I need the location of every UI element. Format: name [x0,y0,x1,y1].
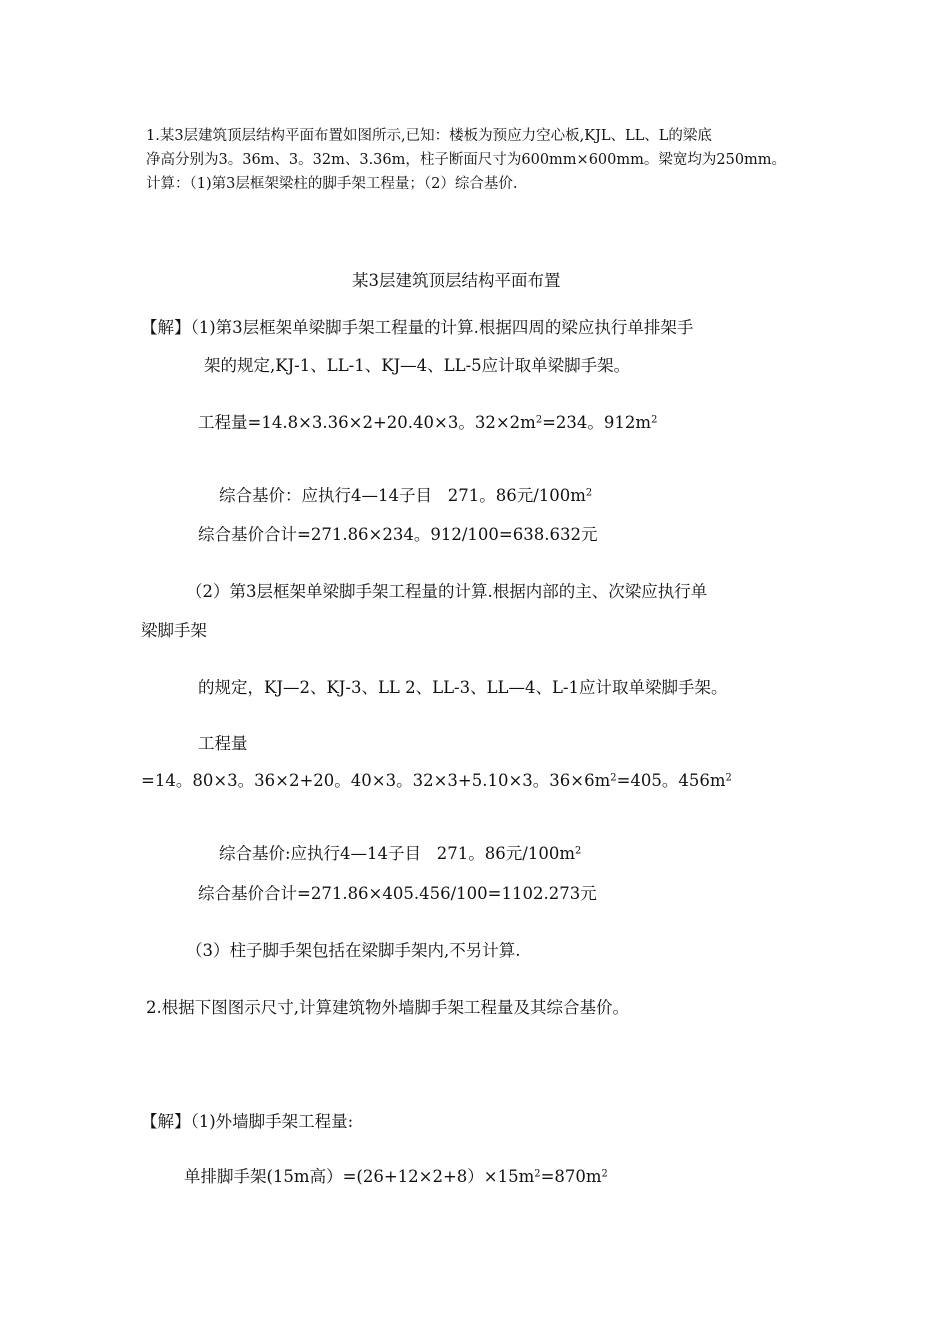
solution1-part2-line2: 梁脚手架 [141,621,207,640]
quantity1-tail: =234。912m [542,413,652,432]
quantity2-tail-sup: 2 [725,772,732,784]
solution1-part3: （3）柱子脚手架包括在梁脚手架内,不另计算. [186,941,521,960]
solution2-line2 [184,1169,608,1186]
solution1-part1-line2: 架的规定,KJ-1、LL-1、KJ—4、LL-5应计取单梁脚手架。 [204,356,631,375]
solution1-quantity1 [198,415,657,432]
quantity2-sup: 2 [610,772,617,784]
solution1-quantity2 [141,773,732,790]
price1-text: 综合基价：应执行4—14子目 271。86元/100m [218,485,586,505]
solution1-quantity2-label: 工程量 [198,734,248,753]
solution1-total2: 综合基价合计=271.86×405.456/100=1102.273元 [198,884,597,903]
price2-sup: 2 [574,845,582,857]
quantity1-sup: 2 [535,414,543,426]
solution2-line2-tail: =870m [540,1167,602,1186]
solution1-part2-line1: （2）第3层框架单梁脚手架工程量的计算.根据内部的主、次梁应执行单 [186,582,708,601]
problem2-line1: 2.根据下图图示尺寸,计算建筑物外墙脚手架工程量及其综合基价。 [146,998,629,1017]
quantity2-text: =14。80×3。36×2+20。40×3。32×3+5.10×3。36×6m [141,771,611,790]
price1-sup: 2 [585,487,593,499]
solution1-total1: 综合基价合计=271.86×234。912/100=638.632元 [198,525,598,544]
solution1-price2 [198,829,581,879]
problem1-line2: 净高分别为3。36m、3。32m、3.36m，柱子断面尺寸为600mm×600mm。梁宽均为250mm。 [146,152,787,168]
solution1-part1-line1: 【解】（1)第3层框架单梁脚手架工程量的计算.根据四周的梁应执行单排架手 [141,318,694,337]
price2-text: 综合基价:应执行4—14子目 271。86元/100m [218,843,575,863]
figure-caption: 某3层建筑顶层结构平面布置 [352,271,561,290]
solution2-line2-sup: 2 [534,1168,541,1180]
solution2-line2-text: 单排脚手架(15m高）=(26+12×2+8）×15m [184,1167,535,1186]
solution1-price1 [198,471,592,521]
quantity2-tail: =405。456m [616,771,726,790]
solution2-line2-tail-sup: 2 [601,1168,608,1180]
solution1-part2-line3: 的规定，KJ—2、KJ-3、LL 2、LL-3、LL—4、L-1应计取单梁脚手架。 [198,678,728,697]
quantity1-text: 工程量=14.8×3.36×2+20.40×3。32×2m [198,413,536,432]
solution2-line1: 【解】（1)外墙脚手架工程量: [141,1112,354,1131]
quantity1-tail-sup: 2 [651,414,658,426]
problem1-line1: 1.某3层建筑顶层结构平面布置如图所示,已知：楼板为预应力空心板,KJL、LL、L的梁底 [146,128,712,144]
problem1-line3: 计算：（1)第3层框架梁柱的脚手架工程量；（2）综合基价. [146,176,518,192]
